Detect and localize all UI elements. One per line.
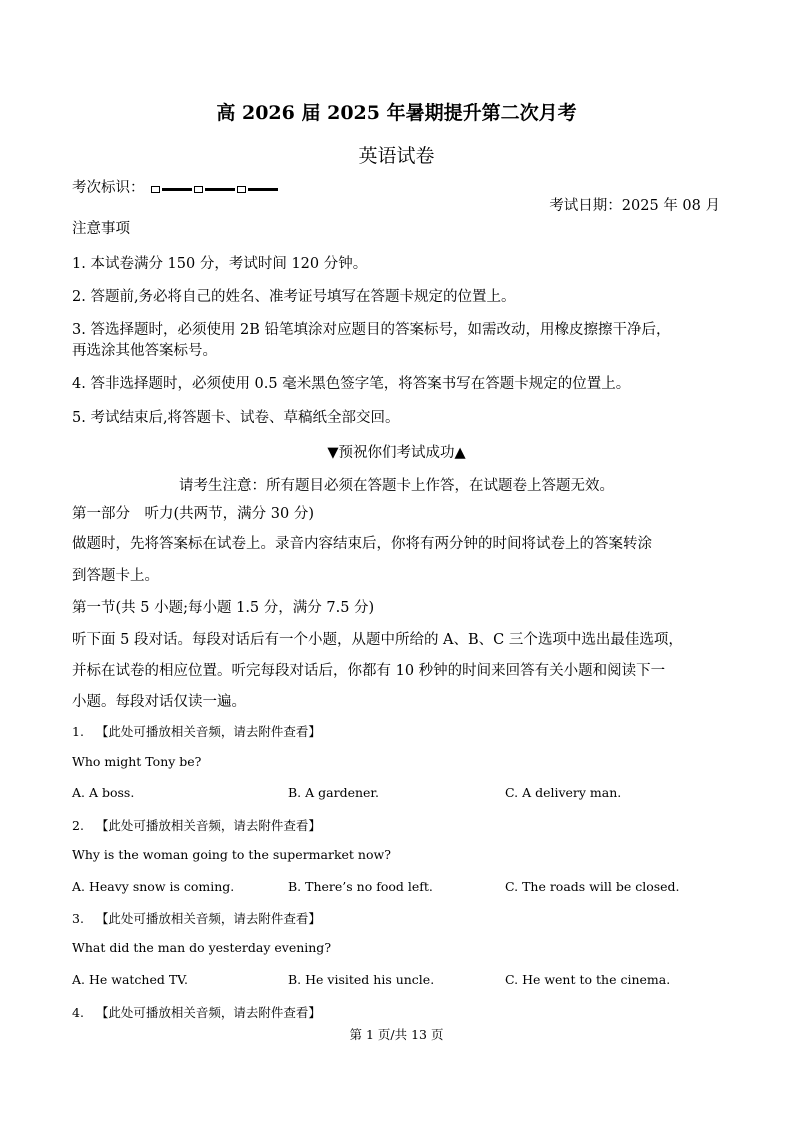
section1-heading: 第一节(共 5 小题;每小题 1.5 分，满分 7.5 分) xyxy=(72,600,375,616)
question-audio-row xyxy=(72,722,321,740)
notice-item: 5. 考试结束后,将答题卡、试卷、草稿纸全部交回。 xyxy=(72,410,400,426)
question-audio-row xyxy=(72,816,321,834)
section1-instructions: 听下面 5 段对话。每段对话后有一个小题，从题中所给的 A、B、C 三个选项中选出最佳选项， xyxy=(72,632,683,648)
answer-sheet-reminder: 请考生注意：所有题目必须在答题卡上作答，在试题卷上答题无效。 xyxy=(179,478,614,494)
option-b: B. There’s no food left. xyxy=(288,879,433,894)
option-c: C. He went to the cinema. xyxy=(505,972,671,987)
notice-item: 4. 答非选择题时，必须使用 0.5 毫米黑色签字笔，将答案书写在答题卡规定的位置上。 xyxy=(72,376,631,392)
section1-instructions: 并标在试卷的相应位置。听完每段对话后，你都有 10 秒钟的时间来回答有关小题和阅读下一 xyxy=(72,663,666,679)
part1-instructions: 到答题卡上。 xyxy=(72,568,159,584)
audio-attachment-link[interactable]: 【此处可播放相关音频，请去附件查看】 xyxy=(95,911,321,926)
question-number: 2. xyxy=(72,818,84,833)
option-c: C. The roads will be closed. xyxy=(505,879,680,894)
notice-item: 3. 答选择题时，必须使用 2B 铅笔填涂对应题目的答案标号，如需改动，用橡皮擦擦干净后， xyxy=(72,322,671,338)
question-text: Who might Tony be? xyxy=(72,754,202,769)
option-a: A. He watched TV. xyxy=(72,972,188,987)
option-a: A. Heavy snow is coming. xyxy=(72,879,235,894)
exam-title: 高 2026 届 2025 年暑期提升第二次月考 xyxy=(216,102,577,124)
audio-attachment-link[interactable]: 【此处可播放相关音频，请去附件查看】 xyxy=(95,1005,321,1020)
question-text: Why is the woman going to the supermarket now? xyxy=(72,847,391,862)
question-audio-row xyxy=(72,909,321,927)
audio-attachment-link[interactable]: 【此处可播放相关音频，请去附件查看】 xyxy=(95,724,321,739)
question-number: 4. xyxy=(72,1005,84,1020)
exam-subtitle: 英语试卷 xyxy=(358,145,435,167)
part1-heading: 第一部分 听力(共两节，满分 30 分) xyxy=(72,506,314,522)
option-b: B. He visited his uncle. xyxy=(288,972,435,987)
page-number: 第 1 页/共 13 页 xyxy=(349,1027,444,1042)
exam-date: 考试日期：2025 年 08 月 xyxy=(549,198,720,214)
section1-instructions: 小题。每段对话仅读一遍。 xyxy=(72,694,246,710)
option-c: C. A delivery man. xyxy=(505,785,622,800)
question-text: What did the man do yesterday evening? xyxy=(72,940,332,955)
notice-item: 2. 答题前,务必将自己的姓名、准考证号填写在答题卡规定的位置上。 xyxy=(72,289,516,305)
exam-id-row xyxy=(72,176,278,197)
notice-item: 1. 本试卷满分 150 分，考试时间 120 分钟。 xyxy=(72,256,368,272)
part1-instructions: 做题时，先将答案标在试卷上。录音内容结束后，你将有两分钟的时间将试卷上的答案转涂 xyxy=(72,536,652,552)
good-luck-wish: ▼预祝你们考试成功▲ xyxy=(327,445,466,461)
exam-id-barcode-icon xyxy=(149,181,278,197)
question-number: 1. xyxy=(72,724,84,739)
option-b: B. A gardener. xyxy=(288,785,379,800)
exam-id-label: 考次标识： xyxy=(72,180,145,196)
question-audio-row xyxy=(72,1003,321,1021)
audio-attachment-link[interactable]: 【此处可播放相关音频，请去附件查看】 xyxy=(95,818,321,833)
notice-heading: 注意事项 xyxy=(72,221,130,237)
question-number: 3. xyxy=(72,911,84,926)
option-a: A. A boss. xyxy=(72,785,135,800)
notice-item-continued: 再选涂其他答案标号。 xyxy=(72,343,217,359)
